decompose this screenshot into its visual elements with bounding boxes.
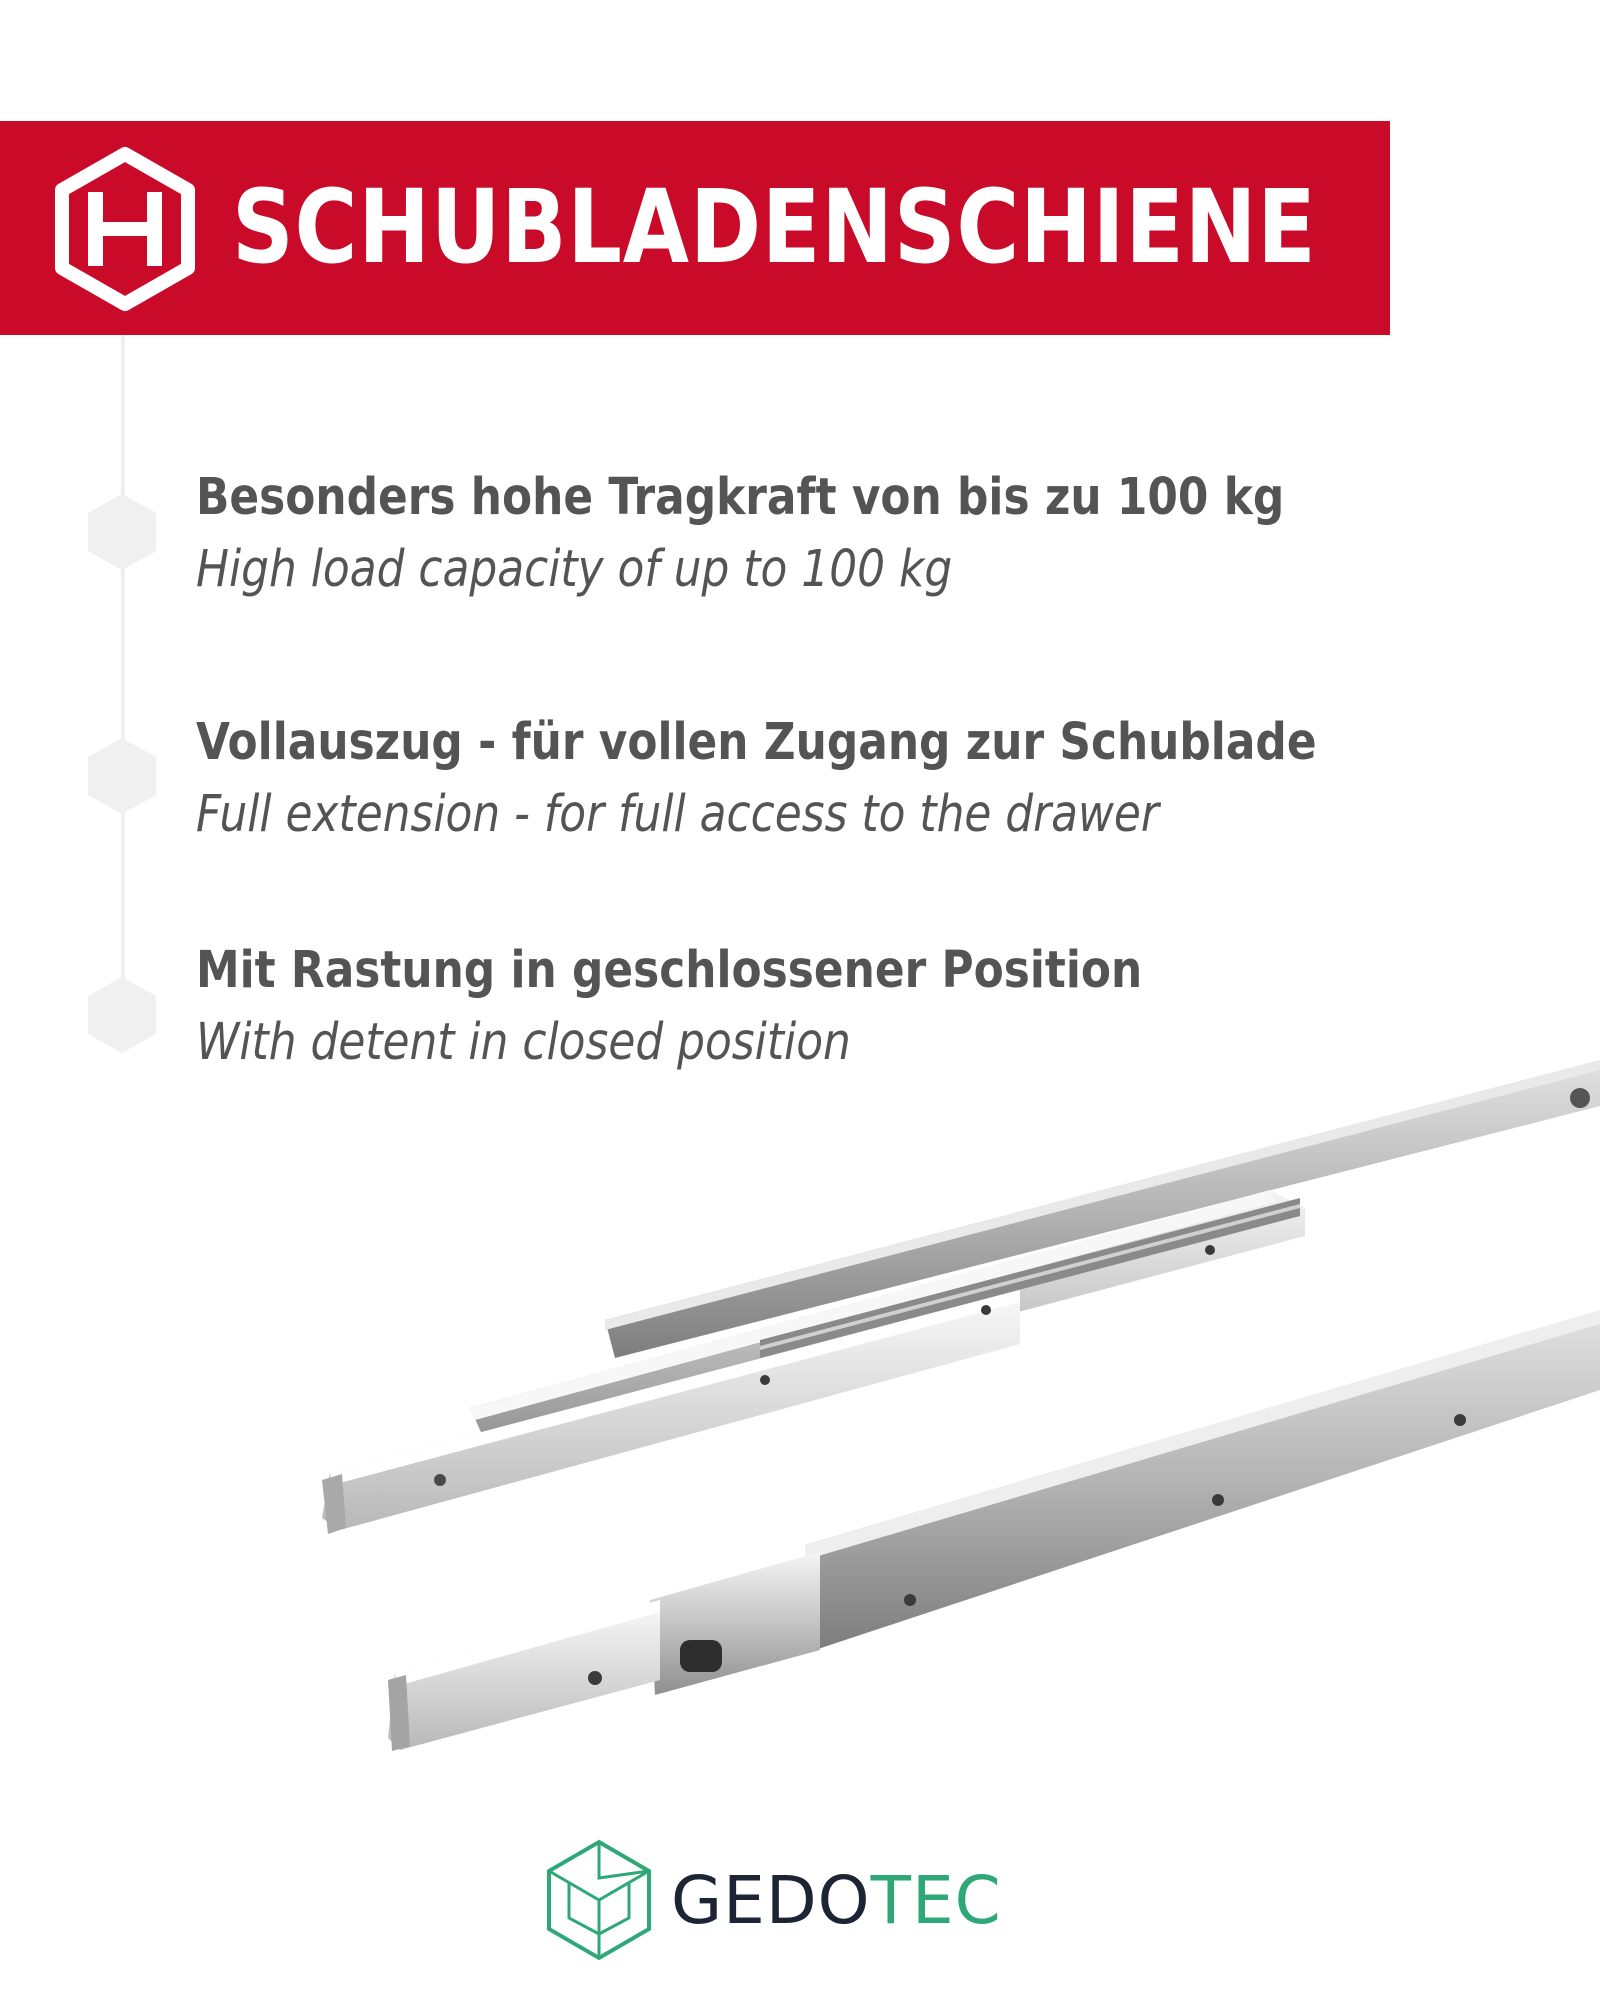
upper-drawer-slide [322, 1060, 1600, 1534]
feature-title-de: Besonders hohe Tragkraft von bis zu 100 kg [196, 468, 1285, 527]
timeline-line [121, 335, 125, 995]
drawer-slide-image [260, 1040, 1600, 1800]
brand-name-part2: TEC [870, 1862, 1002, 1939]
feature-title-de: Vollauszug - für vollen Zugang zur Schublade [196, 713, 1317, 772]
feature-title-de: Mit Rastung in geschlossener Position [196, 941, 1143, 1000]
feature-item [196, 707, 1496, 851]
feature-title-en: With detent in closed position [196, 1013, 851, 1072]
gedotec-cube-icon [545, 1838, 653, 1962]
hexagon-bullet-icon [86, 736, 158, 816]
brand-name-part1: GEDO [671, 1862, 871, 1939]
brand-name [671, 1864, 1002, 1938]
brand-logo [545, 1838, 1065, 1962]
hexagon-bullet-icon [86, 492, 158, 572]
feature-title-en: High load capacity of up to 100 kg [196, 540, 953, 599]
lower-drawer-slide [388, 1310, 1600, 1751]
feature-item [196, 462, 1496, 606]
header-banner [0, 121, 1390, 335]
page-title: SCHUBLADENSCHIENE [232, 168, 1317, 287]
hexagon-bullet-icon [86, 975, 158, 1055]
hexagon-h-icon [52, 146, 198, 312]
feature-title-en: Full extension - for full access to the drawer [196, 785, 1159, 844]
